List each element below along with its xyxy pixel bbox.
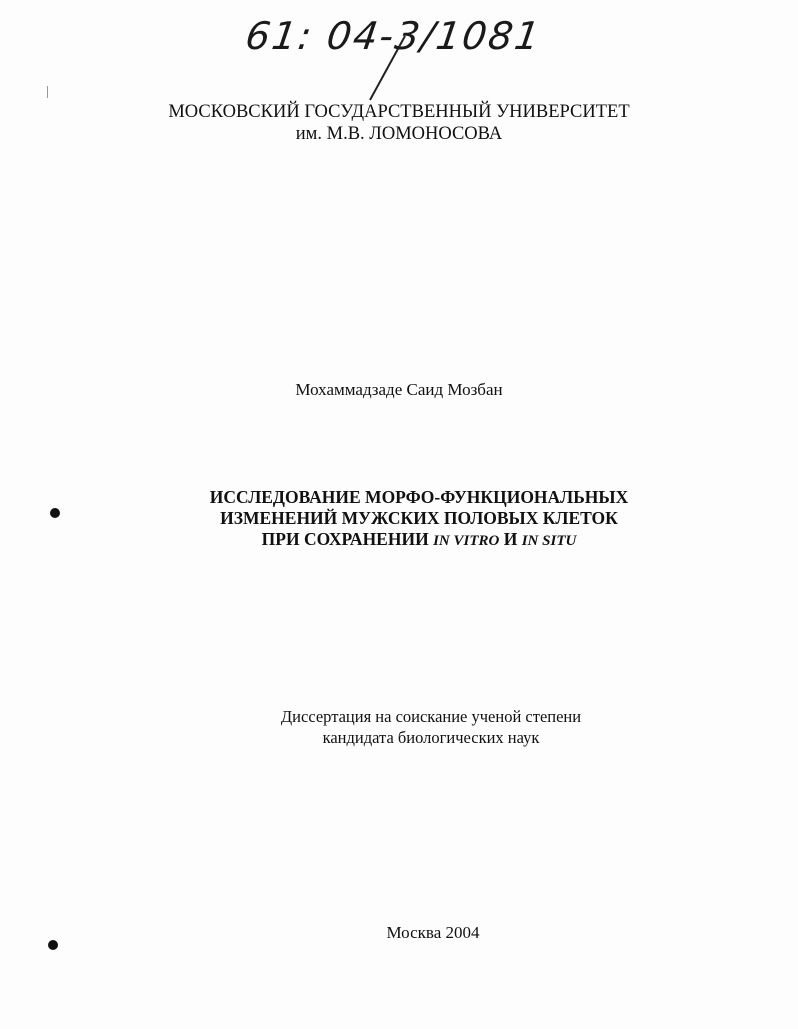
university-dedication: им. М.В. ЛОМОНОСОВА [295, 124, 503, 144]
title-line-3 [20, 529, 798, 552]
title-line-1: ИССЛЕДОВАНИЕ МОРФО-ФУНКЦИОНАЛЬНЫХ [209, 487, 629, 507]
punch-hole-mark [48, 940, 58, 950]
title-in-situ: IN SITU [521, 533, 577, 549]
scan-mark [47, 86, 48, 98]
degree-statement [32, 706, 798, 748]
author-name: Мохаммадзаде Саид Мозбан [295, 380, 503, 399]
university-name: МОСКОВСКИЙ ГОСУДАРСТВЕННЫЙ УНИВЕРСИТЕТ [168, 102, 630, 122]
title-in-vitro: IN VITRO [433, 533, 500, 549]
university-header [0, 101, 798, 145]
title-line-2: ИЗМЕНЕНИЙ МУЖСКИХ ПОЛОВЫХ КЛЕТОК [220, 508, 618, 528]
degree-line-1: Диссертация на соискание ученой степени [280, 707, 582, 726]
punch-hole-mark [50, 508, 60, 518]
handwritten-catalog-number [240, 8, 545, 103]
title-line-3-middle: И [499, 529, 522, 549]
degree-line-2: кандидата биологических наук [322, 728, 540, 747]
handwritten-code-text: 61: 04-3/1081 [242, 14, 545, 58]
dissertation-title [20, 487, 798, 552]
title-line-3-prefix: ПРИ СОХРАНЕНИИ [261, 529, 434, 549]
city-year: Москва 2004 [386, 923, 480, 942]
